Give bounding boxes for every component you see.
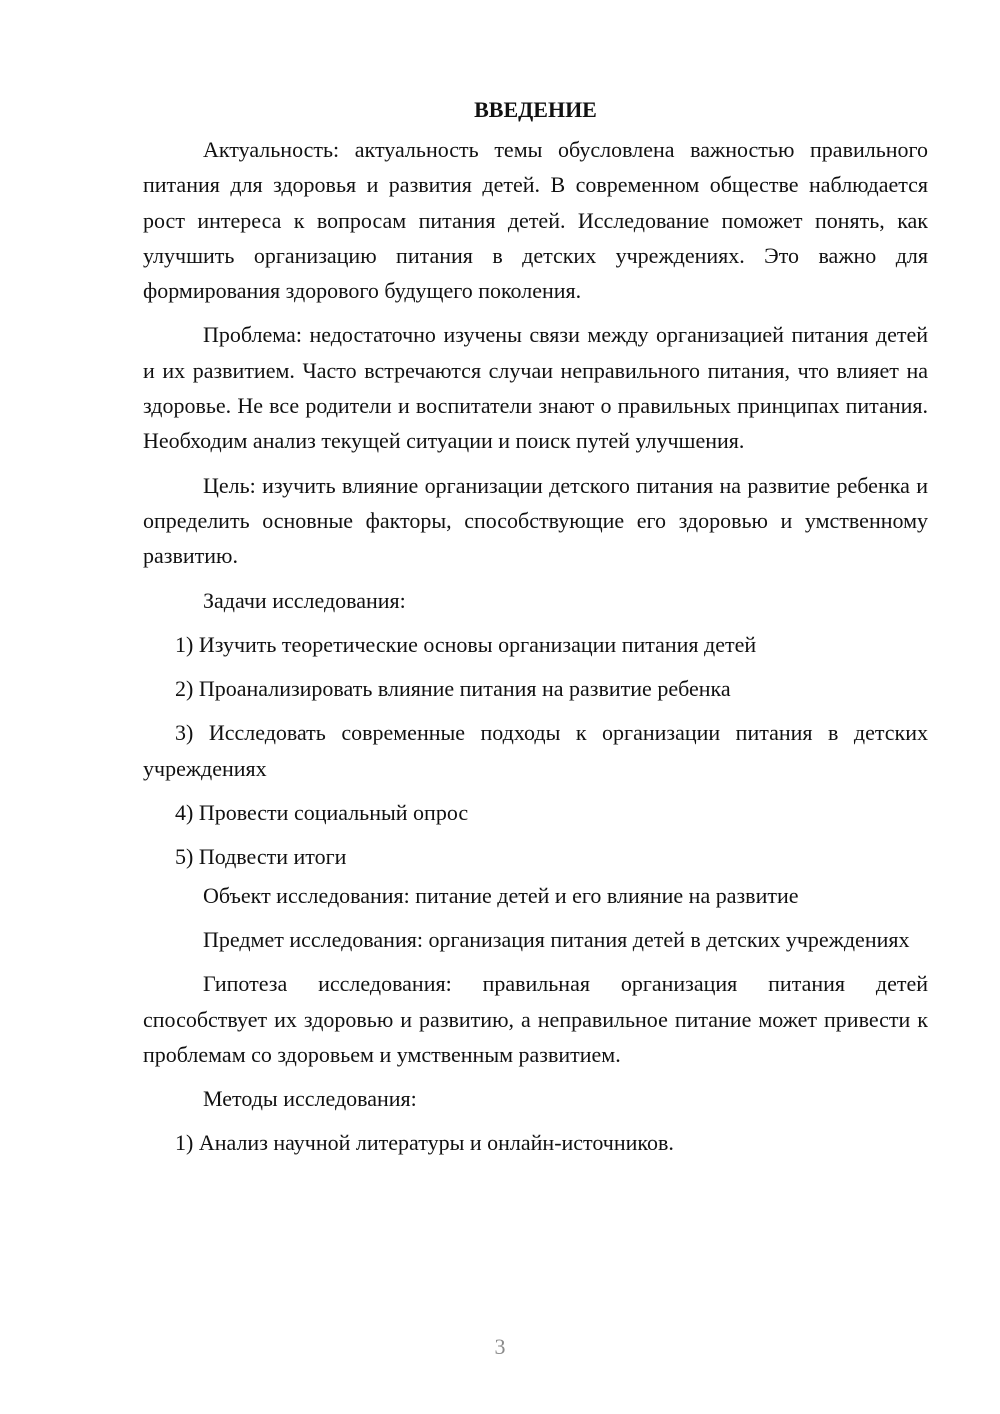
paragraph-subject: Предмет исследования: организация питания детей в детских учреждениях (203, 926, 910, 952)
paragraph-goal: Цель: изучить влияние организации детского питания на развитие ребенка и определить основные факторы, способствующие его здоровью и умственному развитию. (143, 472, 928, 569)
paragraph-methods-title: Методы исследования: (203, 1086, 417, 1112)
list-item-task-1: 1) Изучить теоретические основы организации питания детей (175, 631, 757, 657)
list-item-task-3: 3) Исследовать современные подходы к организации питания в детских учреждениях (143, 720, 928, 781)
list-item-task-5: 5) Подвести итоги (175, 844, 347, 870)
paragraph-hypothesis: Гипотеза исследования: правильная организация питания детей способствует их здоровью и развитию, а неправильное питание может привести к проблемам со здоровьем и умственным развитием. (143, 971, 928, 1067)
list-item-task-4: 4) Провести социальный опрос (175, 800, 469, 826)
list-item-method-1: 1) Анализ научной литературы и онлайн-источников. (175, 1130, 674, 1156)
list-item-task-2: 2) Проанализировать влияние питания на развитие ребенка (175, 676, 731, 702)
paragraph-problem: Проблема: недостаточно изучены связи между организацией питания детей и их развитием. Часто встречаются случаи неправильного питания, что влияет на здоровье. Не все родители и воспитатели знают о правильных принципах питания. Необходим анализ текущей ситуации и поиск путей улучшения. (143, 322, 928, 454)
section-heading: ВВЕДЕНИЕ (474, 97, 597, 122)
paragraph-tasks-title: Задачи исследования: (203, 587, 406, 613)
page-content (143, 94, 928, 1170)
page-number: 3 (494, 1334, 506, 1359)
paragraph-relevance: Актуальность: актуальность темы обусловлена важностью правильного питания для здоровья и развития детей. В современном обществе наблюдается рост интереса к вопросам питания детей. Исследование поможет понять, как улучшить организацию питания в детских учреждениях. Это важно для формирования здорового будущего поколения. (143, 137, 928, 304)
paragraph-object: Объект исследования: питание детей и его влияние на развитие (203, 882, 799, 908)
